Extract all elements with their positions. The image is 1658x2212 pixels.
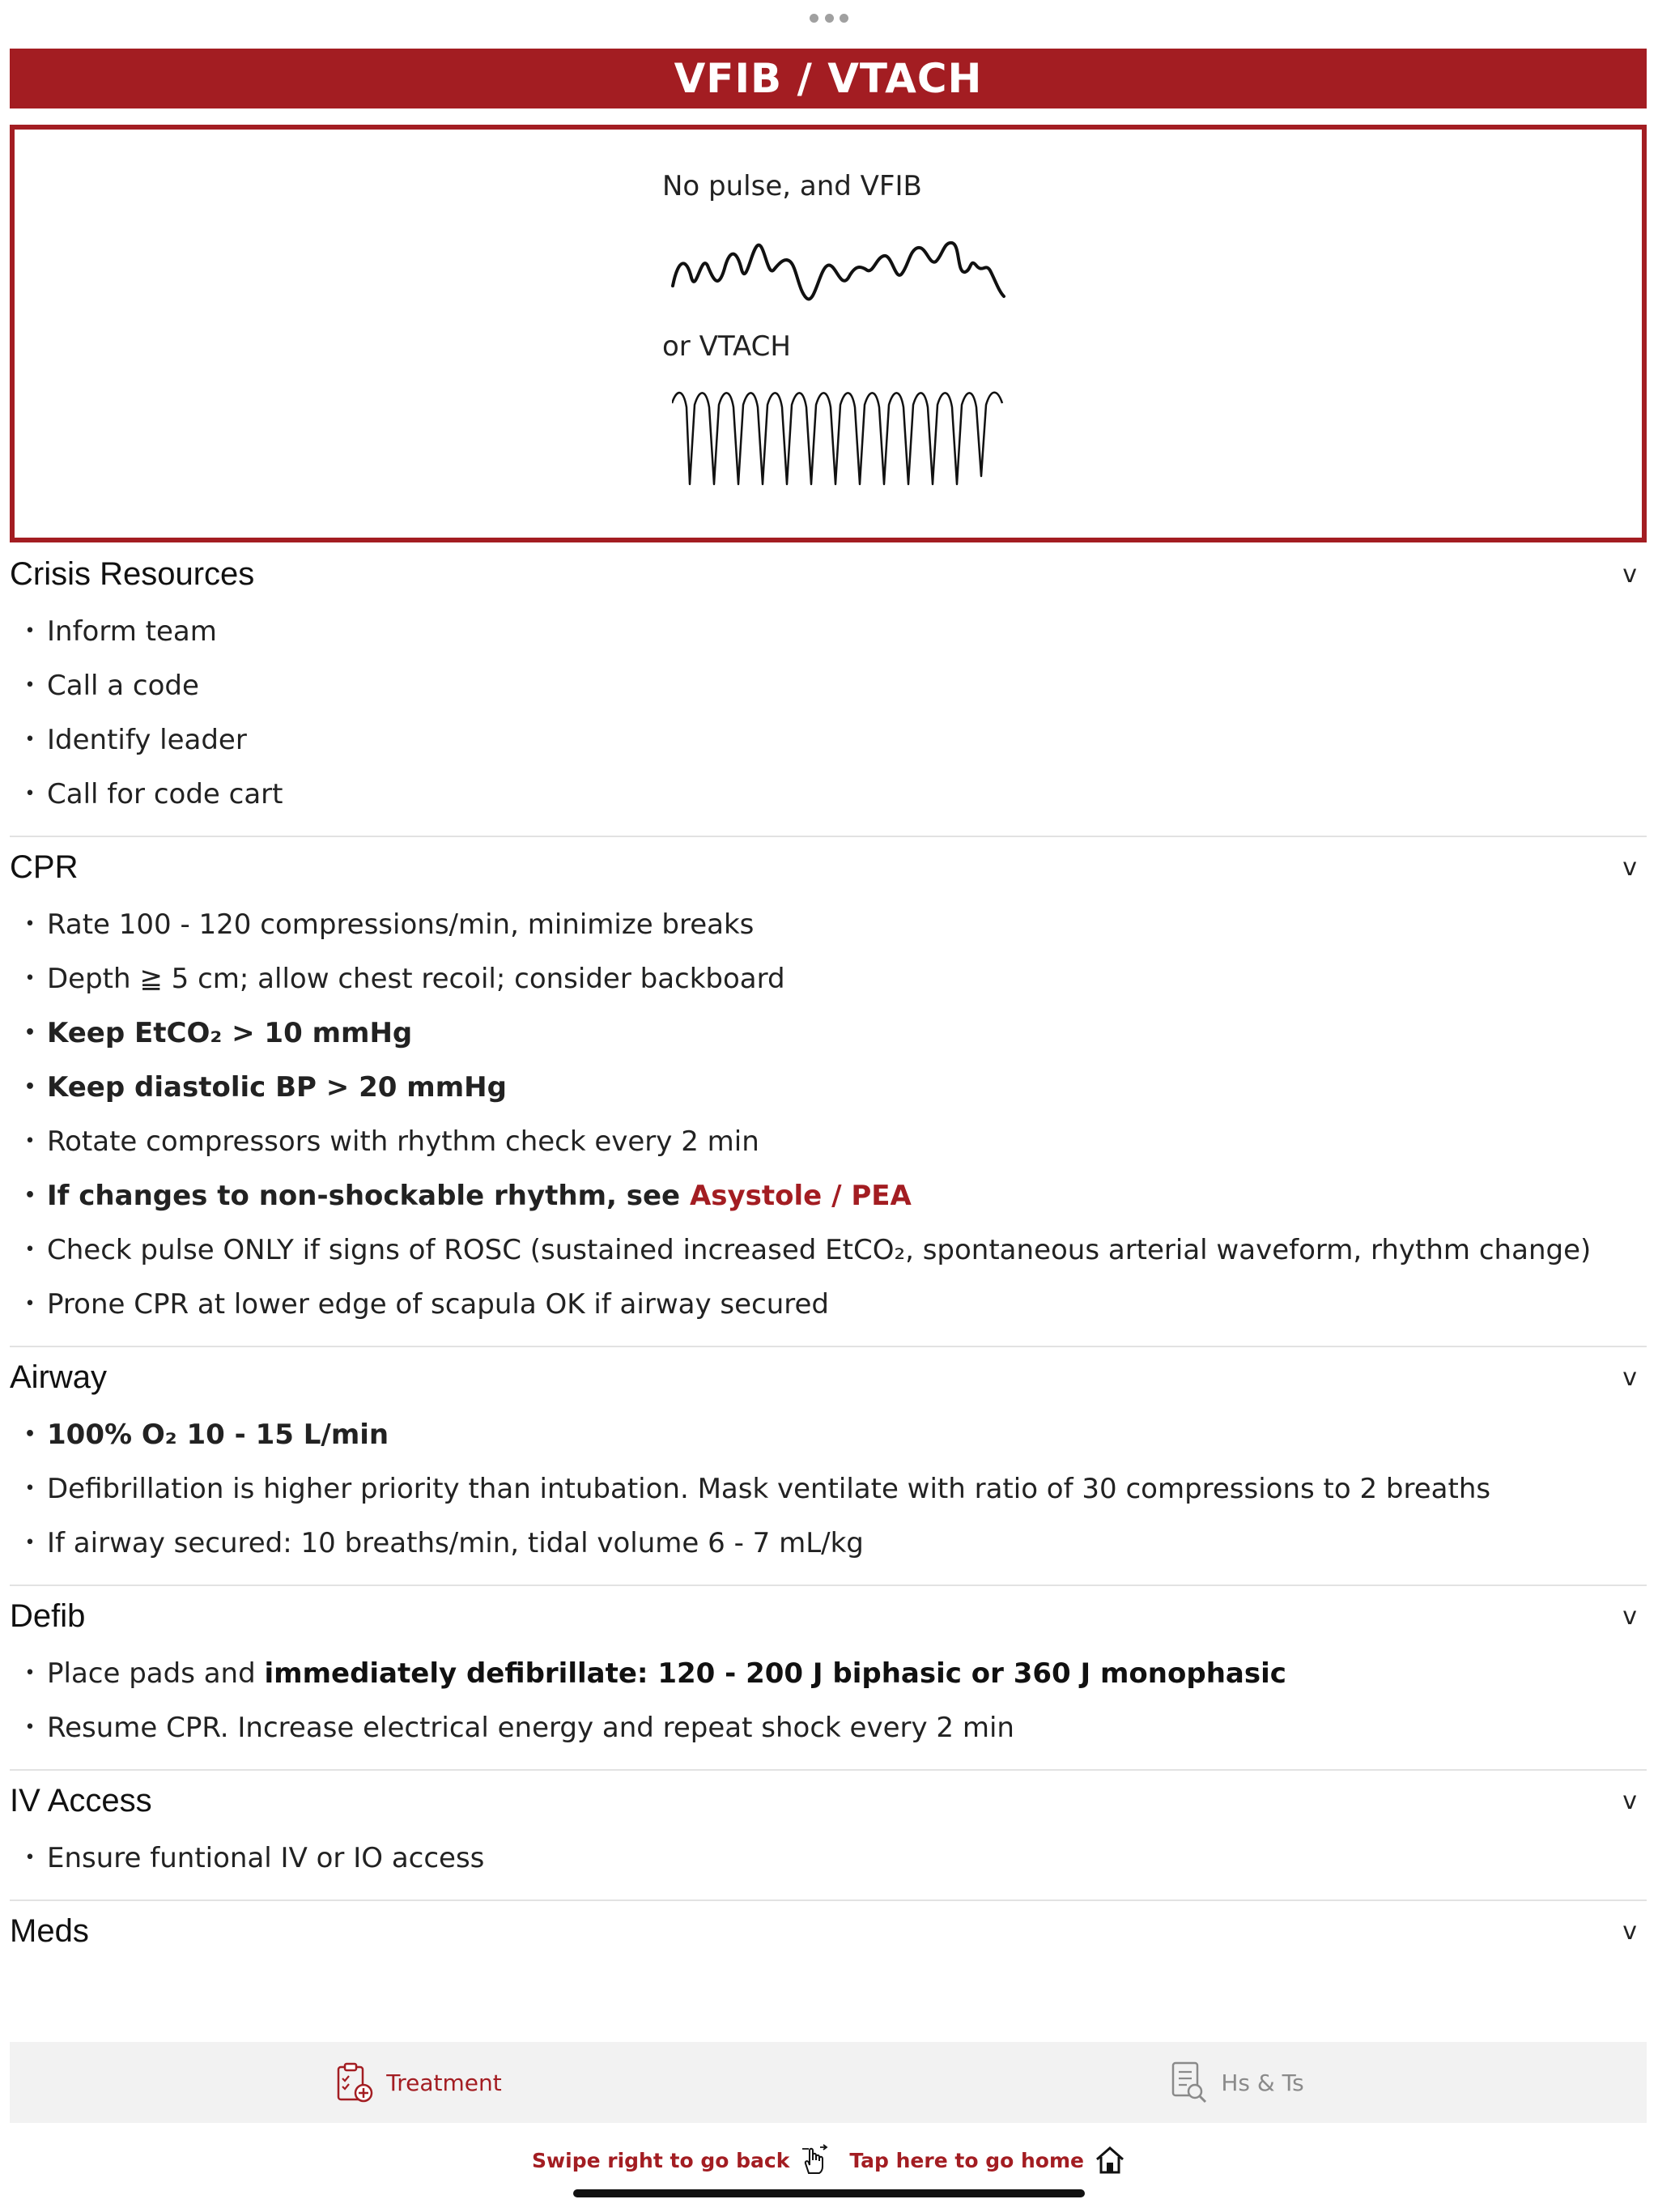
bullet-icon: • xyxy=(23,1185,36,1206)
section-title: Meds xyxy=(10,1912,89,1949)
list-item xyxy=(10,604,1647,658)
tab-hs-ts[interactable] xyxy=(828,2042,1647,2123)
item-text: Defibrillation is higher priority than intubation. Mask ventilate with ratio of 30 compressions to 2 breaths xyxy=(47,1472,1491,1505)
list-item xyxy=(10,1277,1647,1331)
item-text: Call a code xyxy=(47,669,199,702)
tab-label: Treatment xyxy=(386,2069,502,2096)
section-airway xyxy=(10,1347,1647,1586)
bullet-icon: • xyxy=(23,1023,36,1043)
list-item xyxy=(10,1700,1647,1755)
list-item xyxy=(10,1060,1647,1114)
item-text: 100% O₂ 10 - 15 L/min xyxy=(47,1418,389,1451)
vtach-label: or VTACH xyxy=(662,330,791,363)
list-item xyxy=(10,1168,1647,1223)
section-title: Crisis Resources xyxy=(10,555,255,592)
bullet-icon: • xyxy=(24,1131,36,1151)
item-text: Resume CPR. Increase electrical energy and repeat shock every 2 min xyxy=(47,1711,1014,1744)
list-item xyxy=(10,1461,1647,1516)
swipe-hand-icon xyxy=(799,2144,830,2176)
section-header-crisis-resources[interactable] xyxy=(10,544,1647,604)
swipe-hint-text: Swipe right to go back xyxy=(532,2148,790,2172)
window-grabber[interactable] xyxy=(810,11,848,24)
section-header-airway[interactable] xyxy=(10,1347,1647,1407)
clipboard-medical-icon xyxy=(336,2062,373,2103)
list-item xyxy=(10,1646,1647,1700)
bullet-icon: • xyxy=(24,730,36,750)
bullet-icon: • xyxy=(24,914,36,934)
section-iv-access xyxy=(10,1771,1647,1901)
item-text: Check pulse ONLY if signs of ROSC (sustained increased EtCO₂, spontaneous arterial waveform, rhythm change) xyxy=(47,1233,1592,1266)
item-text: Place pads and xyxy=(47,1657,265,1690)
item-text: Keep diastolic BP > 20 mmHg xyxy=(47,1070,507,1104)
bullet-icon: • xyxy=(24,1294,36,1314)
bullet-icon: • xyxy=(24,1478,36,1499)
section-title: Defib xyxy=(10,1597,86,1634)
tab-label: Hs & Ts xyxy=(1221,2069,1304,2096)
bullet-icon: • xyxy=(23,1424,36,1444)
document-search-icon xyxy=(1171,2061,1208,2104)
chevron-down-icon[interactable]: v xyxy=(1622,1786,1637,1815)
list-item xyxy=(10,1114,1647,1168)
item-text: If changes to non-shockable rhythm, see xyxy=(47,1179,690,1212)
bullet-icon: • xyxy=(24,784,36,804)
item-text: Inform team xyxy=(47,615,217,648)
bullet-icon: • xyxy=(24,1663,36,1683)
tab-treatment[interactable] xyxy=(10,2042,828,2123)
chevron-down-icon[interactable]: v xyxy=(1622,1602,1637,1631)
swipe-back-hint[interactable] xyxy=(532,2144,830,2176)
bullet-icon: • xyxy=(24,621,36,641)
navigation-hints xyxy=(0,2144,1658,2176)
section-header-meds[interactable] xyxy=(10,1901,1647,1961)
list-item xyxy=(10,1407,1647,1461)
list-item xyxy=(10,1516,1647,1570)
list-item xyxy=(10,897,1647,951)
home-hint-text: Tap here to go home xyxy=(849,2148,1084,2172)
bullet-icon: • xyxy=(24,1848,36,1868)
section-title: CPR xyxy=(10,849,79,885)
section-title: IV Access xyxy=(10,1782,152,1819)
home-icon xyxy=(1094,2145,1126,2176)
item-text: Depth ≧ 5 cm; allow chest recoil; consider backboard xyxy=(47,962,785,995)
home-indicator[interactable] xyxy=(573,2189,1085,2197)
chevron-down-icon[interactable]: v xyxy=(1622,559,1637,589)
item-text: Prone CPR at lower edge of scapula OK if airway secured xyxy=(47,1287,829,1321)
list-item xyxy=(10,767,1647,821)
chevron-down-icon[interactable]: v xyxy=(1622,1363,1637,1392)
vtach-waveform xyxy=(672,387,1012,492)
list-item xyxy=(10,658,1647,713)
section-header-iv-access[interactable] xyxy=(10,1771,1647,1831)
list-item xyxy=(10,1006,1647,1060)
bullet-icon: • xyxy=(23,1077,36,1097)
section-header-defib[interactable] xyxy=(10,1586,1647,1646)
bullet-icon: • xyxy=(24,675,36,696)
item-text: Call for code cart xyxy=(47,777,283,810)
rhythm-panel xyxy=(10,125,1647,542)
vfib-waveform xyxy=(669,233,1009,314)
grabber-dot xyxy=(810,14,818,23)
grabber-dot xyxy=(825,14,834,23)
asystole-pea-link[interactable]: Asystole / PEA xyxy=(689,1179,912,1212)
bullet-icon: • xyxy=(24,1533,36,1553)
item-text: Keep EtCO₂ > 10 mmHg xyxy=(47,1016,413,1049)
list-item xyxy=(10,951,1647,1006)
go-home-hint[interactable] xyxy=(849,2145,1126,2176)
item-text: Rotate compressors with rhythm check every 2 min xyxy=(47,1125,759,1158)
treatment-sections xyxy=(10,544,1647,1961)
item-text: Rate 100 - 120 compressions/min, minimize breaks xyxy=(47,908,755,941)
section-title: Airway xyxy=(10,1359,108,1395)
list-item xyxy=(10,713,1647,767)
list-item xyxy=(10,1223,1647,1277)
item-text: If airway secured: 10 breaths/min, tidal volume 6 - 7 mL/kg xyxy=(47,1526,864,1559)
section-cpr xyxy=(10,837,1647,1347)
bullet-icon: • xyxy=(24,1240,36,1260)
page-title: VFIB / VTACH xyxy=(10,49,1647,108)
grabber-dot xyxy=(840,14,848,23)
vfib-label: No pulse, and VFIB xyxy=(662,170,922,202)
item-text: Ensure funtional IV or IO access xyxy=(47,1841,485,1874)
bullet-icon: • xyxy=(24,1717,36,1738)
section-crisis-resources xyxy=(10,544,1647,837)
list-item xyxy=(10,1831,1647,1885)
section-header-cpr[interactable] xyxy=(10,837,1647,897)
chevron-down-icon[interactable]: v xyxy=(1622,853,1637,882)
item-emphasis: immediately defibrillate: 120 - 200 J biphasic or 360 J monophasic xyxy=(264,1657,1286,1690)
chevron-down-icon[interactable]: v xyxy=(1622,1916,1637,1946)
bullet-icon: • xyxy=(24,968,36,989)
section-defib xyxy=(10,1586,1647,1771)
section-meds xyxy=(10,1901,1647,1961)
item-text: Identify leader xyxy=(47,723,247,756)
tab-bar xyxy=(10,2042,1647,2123)
